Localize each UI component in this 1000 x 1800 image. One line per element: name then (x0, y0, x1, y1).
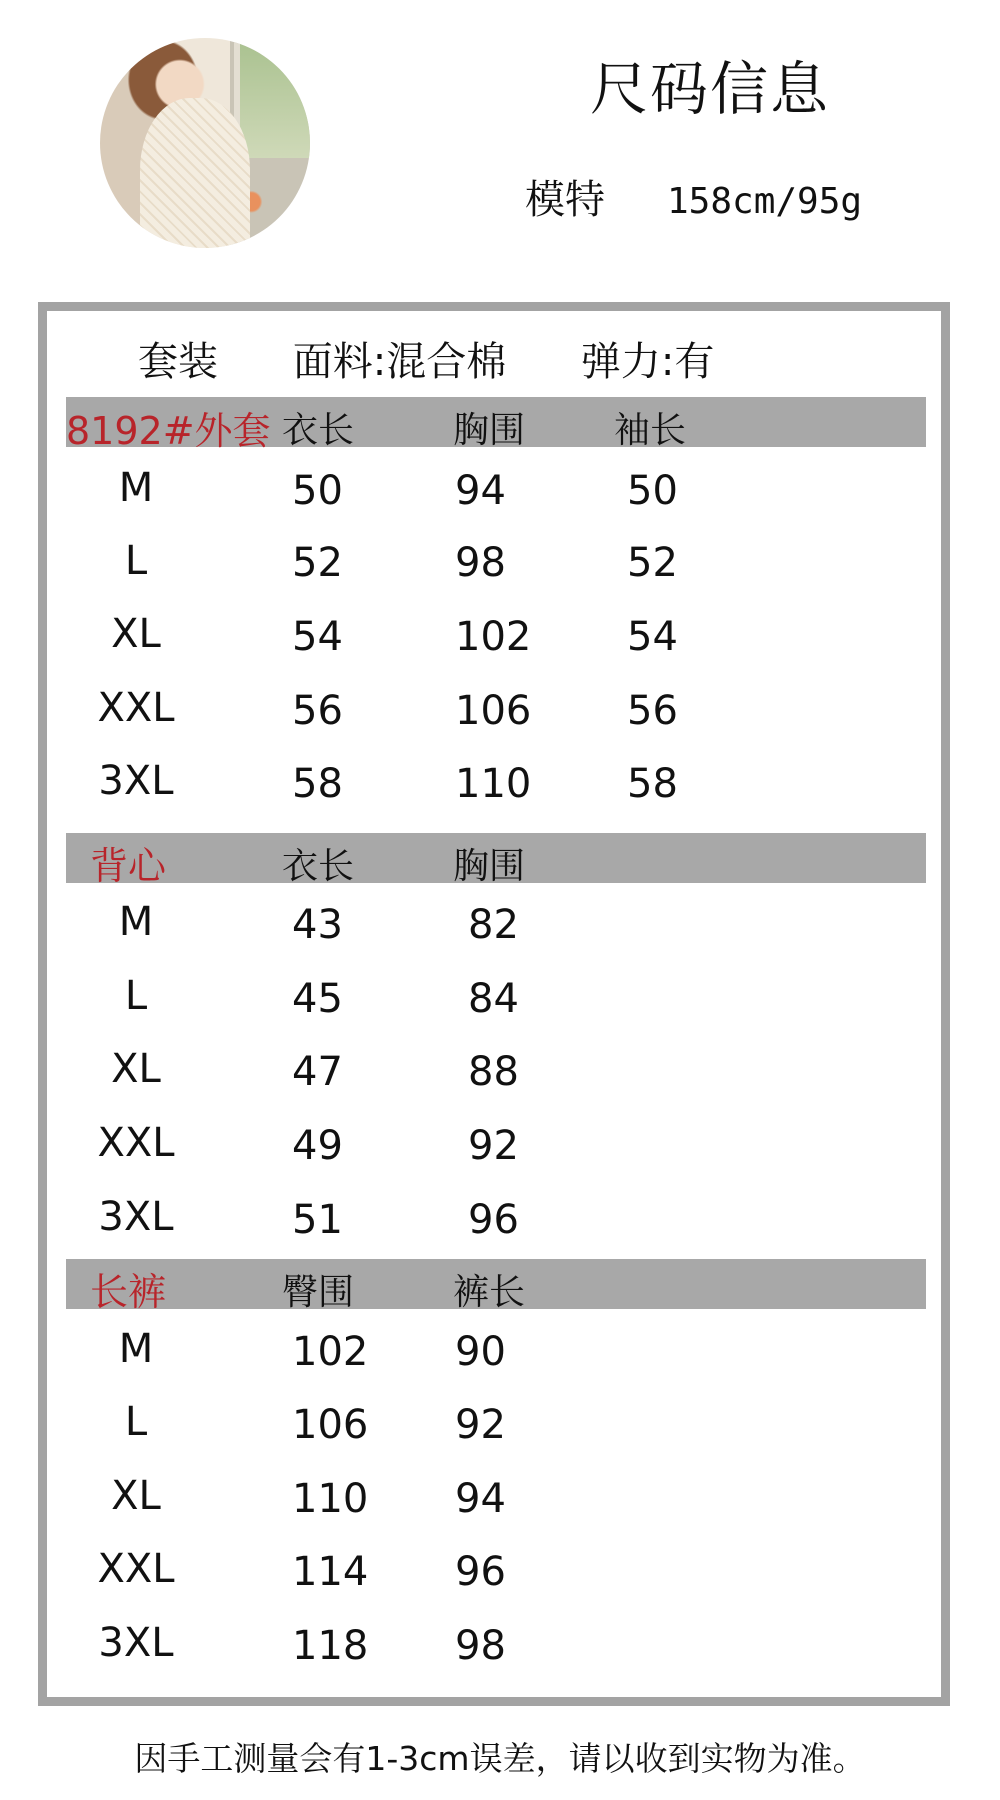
table-cell: 88 (468, 1049, 519, 1095)
section-name: 8192#外套 (66, 409, 271, 453)
column-header: 衣长 (282, 410, 355, 451)
table-cell: 56 (627, 688, 678, 734)
table-cell: 98 (455, 540, 506, 586)
table-cell: 90 (455, 1329, 506, 1375)
size-label: XL (111, 1473, 161, 1519)
column-header: 胸围 (453, 410, 526, 451)
table-cell: 82 (468, 902, 519, 948)
section-name: 背心 (90, 844, 167, 888)
fabric-info-line (138, 330, 714, 387)
table-cell: 54 (627, 614, 678, 660)
table-cell: 50 (627, 468, 678, 514)
table-cell: 106 (292, 1402, 369, 1448)
table-cell: 50 (292, 468, 343, 514)
size-label: L (124, 1399, 148, 1445)
size-label: XXL (97, 1120, 175, 1166)
table-cell: 58 (627, 761, 678, 807)
size-label: M (118, 1326, 154, 1372)
table-cell: 106 (455, 688, 532, 734)
table-cell: 96 (468, 1197, 519, 1243)
table-cell: 92 (468, 1123, 519, 1169)
size-label: M (118, 899, 154, 945)
size-label: XL (111, 1046, 161, 1092)
model-info (525, 168, 862, 225)
table-cell: 96 (455, 1549, 506, 1595)
table-cell: 114 (292, 1549, 369, 1595)
size-label: 3XL (98, 1194, 174, 1240)
table-cell: 102 (455, 614, 532, 660)
measurement-disclaimer: 因手工测量会有1-3cm误差，请以收到实物为准。 (134, 1739, 866, 1778)
photo-dress (140, 98, 250, 248)
table-cell: 94 (455, 468, 506, 514)
page-title: 尺码信息 (589, 55, 830, 123)
table-cell: 47 (292, 1049, 343, 1095)
size-label: XL (111, 611, 161, 657)
size-label: 3XL (98, 1620, 174, 1666)
table-cell: 51 (292, 1197, 343, 1243)
table-cell: 110 (292, 1476, 369, 1522)
table-cell: 102 (292, 1329, 369, 1375)
column-header: 衣长 (282, 846, 355, 887)
table-cell: 84 (468, 976, 519, 1022)
model-measurements: 158cm/95g (667, 181, 863, 222)
table-cell: 43 (292, 902, 343, 948)
size-label: XXL (97, 1546, 175, 1592)
stretch-label: 弹力:有 (580, 339, 715, 385)
size-label: 3XL (98, 758, 174, 804)
table-cell: 49 (292, 1123, 343, 1169)
model-label: 模特 (525, 177, 605, 223)
table-cell: 118 (292, 1623, 369, 1669)
table-cell: 54 (292, 614, 343, 660)
table-cell: 58 (292, 761, 343, 807)
size-label: M (118, 465, 154, 511)
column-header: 臀围 (282, 1272, 355, 1313)
table-cell: 56 (292, 688, 343, 734)
table-cell: 94 (455, 1476, 506, 1522)
section-name: 长裤 (90, 1270, 167, 1314)
fabric-label: 面料:混合棉 (292, 339, 507, 385)
table-cell: 110 (455, 761, 532, 807)
table-cell: 52 (292, 540, 343, 586)
table-cell: 98 (455, 1623, 506, 1669)
table-cell: 52 (627, 540, 678, 586)
table-cell: 92 (455, 1402, 506, 1448)
column-header: 裤长 (453, 1272, 526, 1313)
size-label: L (124, 538, 148, 584)
size-label: XXL (97, 685, 175, 731)
suit-label: 套装 (138, 339, 218, 385)
table-cell: 45 (292, 976, 343, 1022)
size-label: L (124, 973, 148, 1019)
model-photo (100, 38, 310, 248)
column-header: 胸围 (453, 846, 526, 887)
column-header: 袖长 (614, 410, 687, 451)
